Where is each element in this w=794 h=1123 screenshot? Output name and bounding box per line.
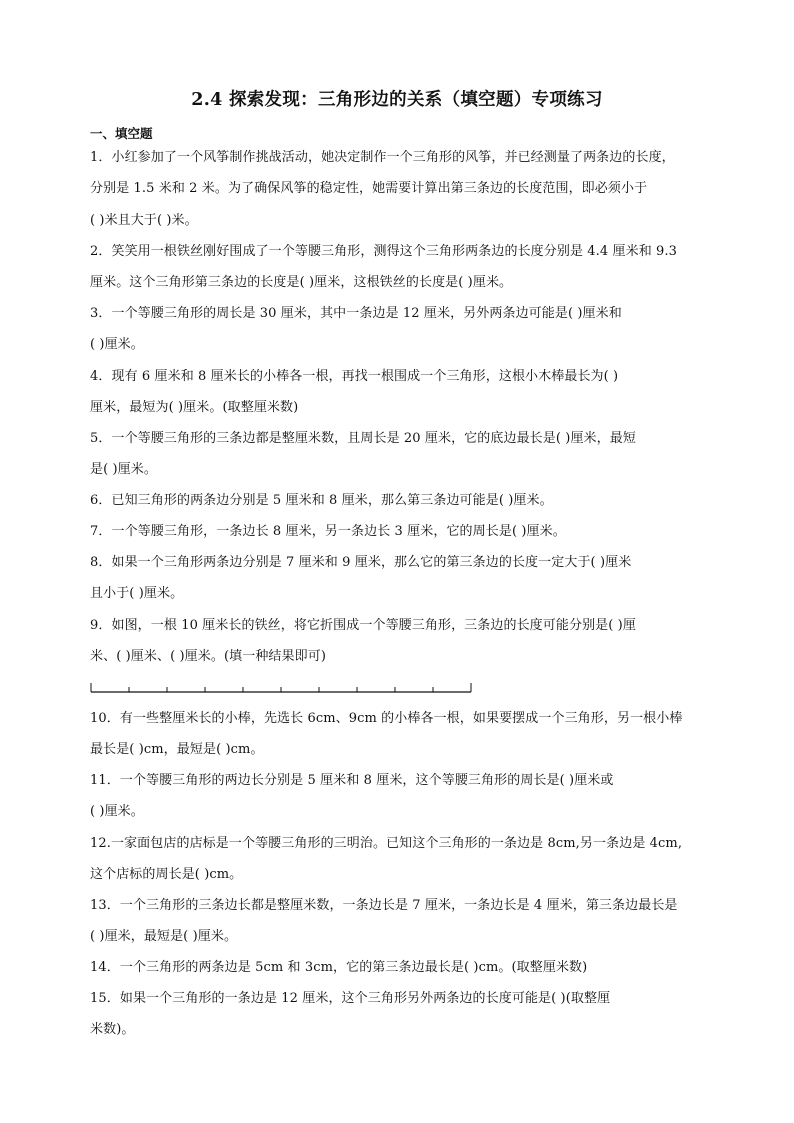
question-line: 4．现有 6 厘米和 8 厘米长的小棒各一根，再找一根围成一个三角形，这根小木棒最长为( ) [90, 369, 619, 384]
question-line: 2．笑笑用一根铁丝刚好围成了一个等腰三角形，测得这个三角形两条边的长度分别是 4.4 厘米和 9.3 [90, 244, 678, 259]
question-line: 9．如图，一根 10 厘米长的铁丝，将它折围成一个等腰三角形，三条边的长度可能分别是( )厘 [90, 618, 636, 633]
question-line: 厘米，最短为( )厘米。(取整厘米数) [90, 400, 299, 415]
question-line: 10．有一些整厘米长的小棒，先选长 6cm、9cm 的小棒各一根，如果要摆成一个三角形，另一根小棒 [90, 711, 683, 726]
question-line: 8．如果一个三角形两条边分别是 7 厘米和 9 厘米，那么它的第三条边的长度一定大于( )厘米 [90, 555, 632, 570]
question-line: 11．一个等腰三角形的两边长分别是 5 厘米和 8 厘米，这个等腰三角形的周长是( )厘米或 [90, 773, 614, 788]
question-line: 米、( )厘米、( )厘米。(填一种结果即可) [90, 649, 326, 664]
question-line: 且小于( )厘米。 [90, 586, 184, 601]
page-title: 2.4 探索发现：三角形边的关系（填空题）专项练习 [191, 90, 603, 110]
question-line: ( )厘米。 [90, 337, 144, 352]
question-line: 1．小红参加了一个风筝制作挑战活动，她决定制作一个三角形的风筝，并已经测量了两条边的长度， [90, 150, 675, 165]
question-line: ( )厘米。 [90, 804, 144, 819]
question-line: 这个店标的周长是( )cm。 [90, 867, 243, 882]
question-line: 12.一家面包店的店标是一个等腰三角形的三明治。已知这个三角形的一条边是 8cm,另一条边是 4cm, [90, 836, 683, 851]
question-line: 14．一个三角形的两条边是 5cm 和 3cm，它的第三条边最长是( )cm。(取整厘米数) [90, 960, 588, 975]
question-line: 米数)。 [90, 1022, 135, 1037]
section-heading: 一、填空题 [90, 126, 153, 141]
question-line: 分别是 1.5 米和 2 米。为了确保风筝的稳定性，她需要计算出第三条边的长度范围，即必须小于 [90, 181, 648, 196]
question-line: 3．一个等腰三角形的周长是 30 厘米，其中一条边是 12 厘米，另外两条边可能是( )厘米和 [90, 306, 622, 321]
question-line: 5．一个等腰三角形的三条边都是整厘米数，且周长是 20 厘米，它的底边最长是( )厘米，最短 [90, 431, 636, 446]
question-line: 是( )厘米。 [90, 462, 157, 477]
question-line: 13．一个三角形的三条边长都是整厘米数，一条边长是 7 厘米，一条边长是 4 厘米，第三条边最长是 [90, 898, 678, 913]
ruler-figure [90, 681, 472, 693]
question-line: 7．一个等腰三角形，一条边长 8 厘米，另一条边长 3 厘米，它的周长是( )厘米。 [90, 524, 566, 539]
question-line: 最长是( )cm，最短是( )cm。 [90, 742, 264, 757]
question-line: ( )厘米，最短是( )厘米。 [90, 929, 238, 944]
question-line: 15．如果一个三角形的一条边是 12 厘米，这个三角形另外两条边的长度可能是( )(取整厘 [90, 991, 611, 1006]
question-line: ( )米且大于( )米。 [90, 213, 198, 228]
question-line: 厘米。这个三角形第三条边的长度是( )厘米，这根铁丝的长度是( )厘米。 [90, 275, 513, 290]
question-line: 6．已知三角形的两条边分别是 5 厘米和 8 厘米，那么第三条边可能是( )厘米。 [90, 493, 553, 508]
